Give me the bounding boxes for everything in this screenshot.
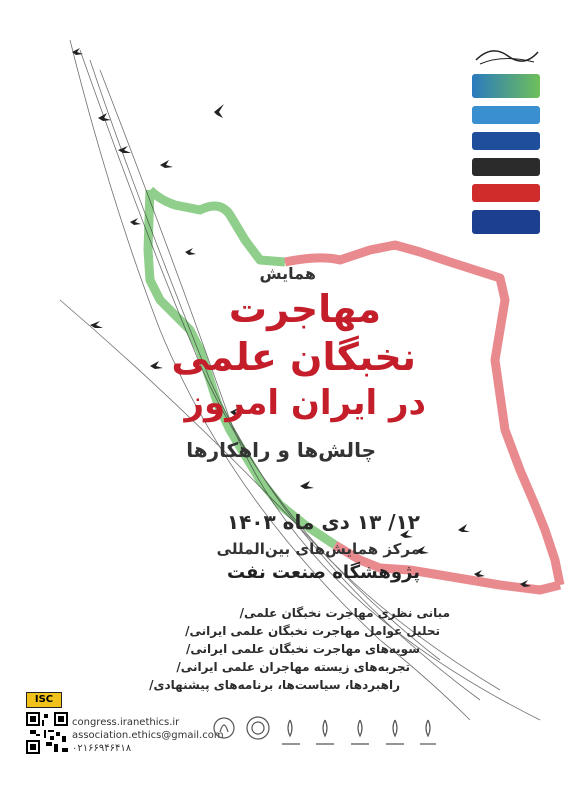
email-link[interactable]: association.ethics@gmail.com <box>72 730 224 741</box>
organizer-logo-icon <box>472 74 540 98</box>
topic-item: سویه‌های مهاجرت نخبگان علمی ایرانی/ <box>186 642 420 656</box>
subtitle: چالش‌ها و راهکارها <box>186 438 376 462</box>
conference-label: همایش <box>259 264 316 283</box>
topic-item: مبانی نظری مهاجرت نخبگان علمی/ <box>239 606 450 620</box>
organizer-logo-icon <box>472 132 540 150</box>
venue-line-2: پژوهشگاه صنعت نفت <box>226 562 420 583</box>
event-date: ۱۲/ ۱۳ دی ماه ۱۴۰۳ <box>226 510 420 534</box>
sponsor-logos <box>210 710 440 760</box>
title-line-1: مهاجرت <box>228 287 381 331</box>
topic-item: تحلیل عوامل مهاجرت نخبگان علمی ایرانی/ <box>185 624 440 638</box>
website-link[interactable]: congress.iranethics.ir <box>72 717 180 728</box>
qr-code-icon[interactable] <box>26 712 68 754</box>
topic-item: راهبردها، سیاست‌ها، برنامه‌های پیشنهادی/ <box>149 678 400 692</box>
topic-list <box>150 604 450 694</box>
title-line-2: نخبگان علمی <box>171 335 416 379</box>
organizer-logo-icon <box>472 184 540 202</box>
sponsor-emblem-icon <box>214 717 436 744</box>
organizer-logo-icon <box>472 158 540 176</box>
organizer-logo-icon <box>472 40 542 70</box>
venue-line-1: مرکز همایش‌های بین‌المللی <box>216 540 420 558</box>
organizer-logo-icon <box>472 210 540 234</box>
organizer-logo-icon <box>472 106 540 124</box>
isc-badge: ISC <box>26 692 62 708</box>
title-line-3: در ایران امروز <box>184 383 426 423</box>
contact-info <box>72 716 224 755</box>
organizer-logos <box>472 40 544 242</box>
topic-item: تجربه‌های زیسته مهاجران علمی ایرانی/ <box>176 660 410 674</box>
phone-number: ۰۲۱۶۶۹۴۶۴۱۸ <box>72 743 132 754</box>
